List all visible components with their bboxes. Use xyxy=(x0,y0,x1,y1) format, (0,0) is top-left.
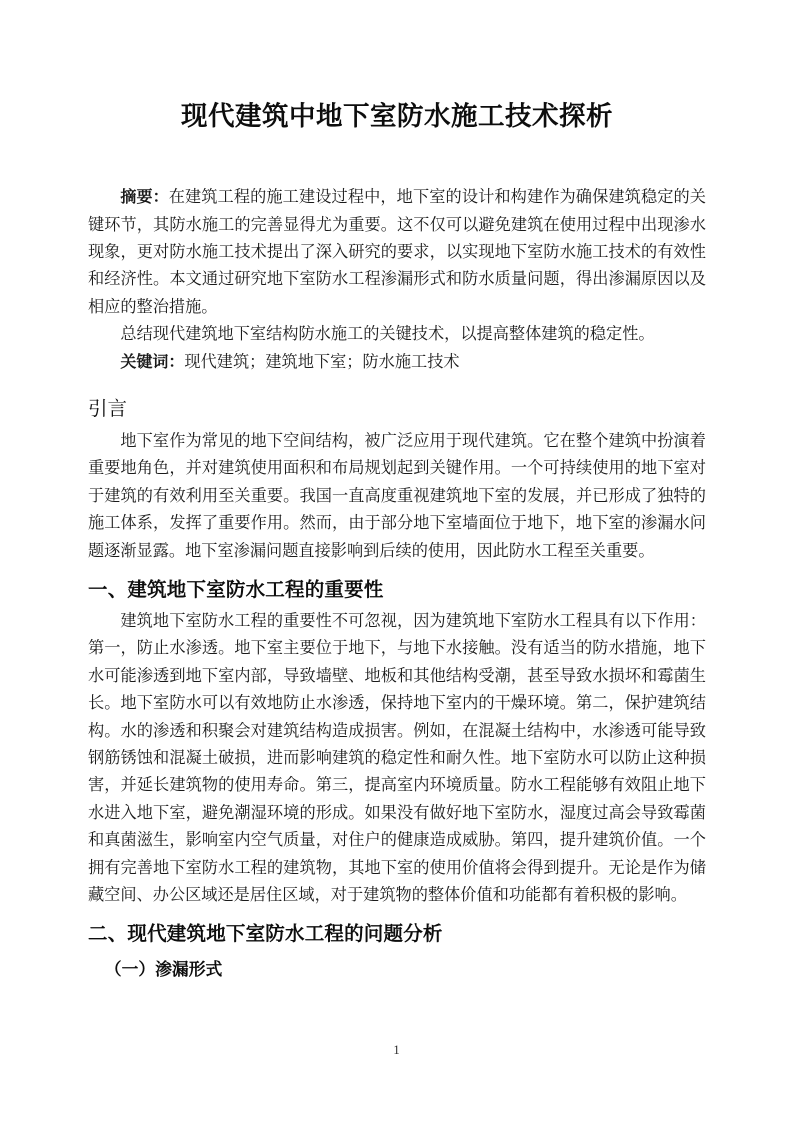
document-content xyxy=(88,0,706,983)
section-heading-importance: 一、建筑地下室防水工程的重要性 xyxy=(88,579,384,601)
abstract-summary: 总结现代建筑地下室结构防水施工的关键技术，以提高整体建筑的稳定性。 xyxy=(120,325,655,344)
section-paragraph-introduction: 地下室作为常见的地下空间结构，被广泛应用于现代建筑。它在整个建筑中扮演着重要地角色，并对建筑使用面积和布局规划起到关键作用。一个可持续使用的地下室对于建筑的有效利用至关重要。我国一直高度重视建筑地下室的发展，并已形成了独特的施工体系，发挥了重要作用。然而，由于部分地下室墙面位于地下，地下室的渗漏水问题逐渐显露。地下室渗漏问题直接影响到后续的使用，因此防水工程至关重要。 xyxy=(88,431,706,560)
abstract-paragraph xyxy=(88,184,706,321)
subsection-heading-leakage-forms: （一）渗漏形式 xyxy=(104,960,223,980)
abstract-section xyxy=(88,184,706,376)
section-importance xyxy=(88,565,706,909)
section-paragraph-importance: 建筑地下室防水工程的重要性不可忽视，因为建筑地下室防水工程具有以下作用：第一，防止水渗透。地下室主要位于地下，与地下水接触。没有适当的防水措施，地下水可能渗透到地下室内部，导致墙壁、地板和其他结构受潮，甚至导致水损坏和霉菌生长。地下室防水可以有效地防止水渗透，保持地下室内的干燥环境。第二，保护建筑结构。水的渗透和积聚会对建筑结构造成损害。例如，在混凝土结构中，水渗透可能导致钢筋锈蚀和混凝土破损，进而影响建筑的稳定性和耐久性。地下室防水可以防止这种损害，并延长建筑物的使用寿命。第三，提高室内环境质量。防水工程能够有效阻止地下水进入地下室，避免潮湿环境的形成。如果没有做好地下室防水，湿度过高会导致霉菌和真菌滋生，影响室内空气质量，对住户的健康造成威胁。第四，提升建筑价值。一个拥有完善地下室防水工程的建筑物，其地下室的使用价值将会得到提升。无论是作为储藏空间、办公区域还是居住区域，对于建筑物的整体价值和功能都有着积极的影响。 xyxy=(88,612,706,905)
keywords-text: 现代建筑；建筑地下室；防水施工技术 xyxy=(184,352,460,371)
abstract-text: 在建筑工程的施工建设过程中，地下室的设计和构建作为确保建筑稳定的关键环节，其防水施工的完善显得尤为重要。这不仅可以避免建筑在使用过程中出现渗水现象，更对防水施工技术提出了深入研究的要求，以实现地下室防水施工技术的有效性和经济性。本文通过研究地下室防水工程渗漏形式和防水质量问题，得出渗漏原因以及相应的整治措施。 xyxy=(88,188,706,316)
section-introduction xyxy=(88,376,706,565)
page-number-footer: 1 xyxy=(393,1043,400,1057)
section-problem-analysis xyxy=(88,909,706,983)
section-heading-problem-analysis: 二、现代建筑地下室防水工程的问题分析 xyxy=(88,923,443,946)
keywords-label: 关键词： xyxy=(120,353,185,371)
page-title: 现代建筑中地下室防水施工技术探析 xyxy=(181,101,613,131)
section-heading-introduction: 引言 xyxy=(88,397,128,420)
abstract-label: 摘要： xyxy=(120,189,169,207)
keywords-paragraph xyxy=(88,349,706,376)
